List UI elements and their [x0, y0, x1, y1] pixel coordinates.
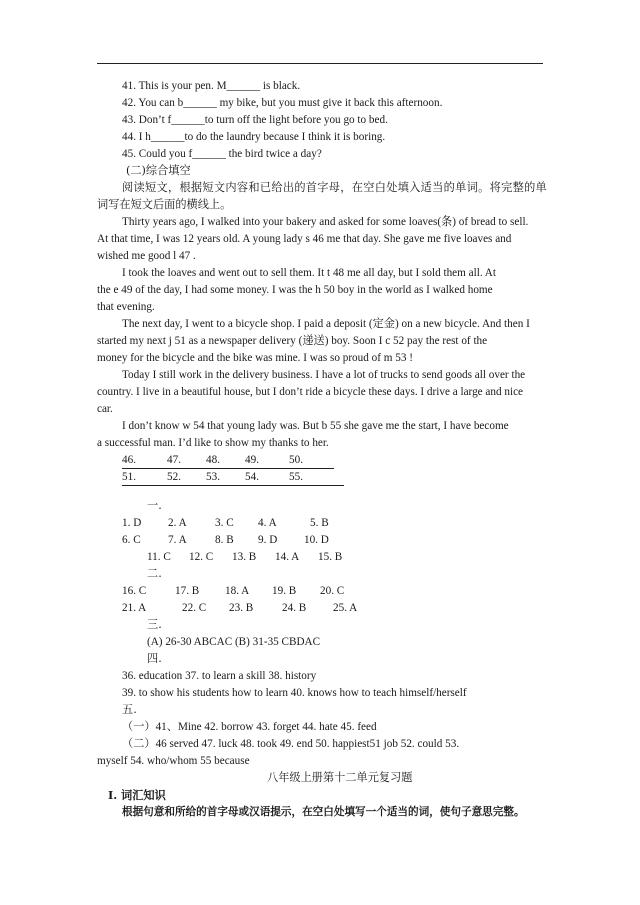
answer-blanks-row-2 [122, 470, 344, 486]
cloze-instruction-2: 词写在短文后面的横线上。 [97, 198, 232, 211]
answer-line-53: myself 54. who/whom 55 because [97, 755, 250, 767]
answer-item: 9. D [258, 534, 278, 546]
section-heading: I. 词汇知识 [108, 788, 166, 802]
answer-row [122, 601, 372, 615]
answer-item: 22. C [182, 602, 207, 614]
answer-item: 25. A [333, 602, 358, 614]
blank-52: 52. [167, 471, 181, 483]
question-45: 45. Could you f______ the bird twice a day? [122, 148, 322, 160]
passage-line: car. [97, 403, 113, 415]
passage-line: I took the loaves and went out to sell them. It t 48 me all day, but I sold them all. At [122, 267, 496, 279]
cloze-instruction-1: 阅读短文，根据短文内容和已给出的首字母，在空白处填入适当的单词。将完整的单 [122, 181, 548, 194]
blank-48: 48. [206, 454, 220, 466]
blank-50: 50. [289, 454, 303, 466]
answer-item: 5. B [310, 517, 329, 529]
blank-55: 55. [289, 471, 303, 483]
answer-item: 18. A [225, 585, 250, 597]
answer-line-39: 39. to show his students how to learn 40. knows how to teach himself/herself [122, 687, 467, 699]
top-rule [97, 63, 543, 64]
cloze-heading: (二)综合填空 [126, 164, 191, 177]
passage-line: started my next j 51 as a newspaper delivery (递送) boy. Soon I c 52 pay the rest of the [97, 335, 488, 347]
unit-title: 八年级上册第十二单元复习题 [267, 771, 413, 784]
answer-row [147, 550, 357, 564]
reading-answers: (A) 26-30 ABCAC (B) 31-35 CBDAC [147, 636, 321, 648]
answer-item: 14. A [275, 551, 300, 563]
answer-section-5-title: 五. [122, 703, 137, 716]
answer-item: 24. B [282, 602, 307, 614]
answer-item: 2. A [168, 517, 187, 529]
answer-item: 13. B [232, 551, 257, 563]
answer-section-3-title: 三. [147, 618, 162, 631]
answer-row [122, 516, 342, 530]
blank-51: 51. [122, 471, 136, 483]
passage-line: Thirty years ago, I walked into your bakery and asked for some loaves(条) of bread to sell. [122, 216, 529, 228]
question-42: 42. You can b______ my bike, but you must give it back this afternoon. [122, 97, 443, 109]
passage-line: The next day, I went to a bicycle shop. I paid a deposit (定金) on a new bicycle. And then I [122, 318, 530, 330]
answer-row [122, 584, 362, 598]
passage-line: money for the bicycle and the bike was mine. I was so proud of m 53 ! [97, 352, 413, 364]
answer-line-36: 36. education 37. to learn a skill 38. history [122, 670, 317, 682]
answer-item: 7. A [168, 534, 187, 546]
blank-46: 46. [122, 454, 136, 466]
answer-item: 17. B [175, 585, 200, 597]
passage-line: country. I live in a beautiful house, but I don’t ride a bicycle these days. I drive a large and nice [97, 386, 524, 398]
answer-item: 23. B [229, 602, 254, 614]
answer-item: 3. C [215, 517, 234, 529]
passage-line: the e 49 of the day, I had some money. I was the h 50 boy in the world as I walked home [97, 284, 493, 296]
answer-blanks-row-1 [122, 453, 334, 469]
passage-line: that evening. [97, 301, 155, 313]
answer-item: 1. D [122, 517, 142, 529]
passage-line: At that time, I was 12 years old. A young lady s 46 me that day. She gave me five loaves and [97, 233, 512, 245]
answer-section-1-title: 一. [147, 499, 162, 512]
answer-item: 12. C [189, 551, 214, 563]
question-43: 43. Don’t f______to turn off the light before you go to bed. [122, 114, 388, 126]
passage-line: I don’t know w 54 that young lady was. But b 55 she gave me the start, I have become [122, 420, 509, 432]
question-44: 44. I h______to do the laundry because I think it is boring. [122, 131, 386, 143]
blank-53: 53. [206, 471, 220, 483]
answer-line-46: （二）46 served 47. luck 48. took 49. end 50. happiest51 job 52. could 53. [122, 738, 460, 750]
answer-item: 10. D [304, 534, 329, 546]
answer-item: 19. B [272, 585, 297, 597]
passage-line: a successful man. I’d like to show my thanks to her. [97, 437, 329, 449]
answer-item: 4. A [258, 517, 277, 529]
answer-item: 20. C [320, 585, 345, 597]
blank-54: 54. [245, 471, 259, 483]
answer-item: 11. C [147, 551, 171, 563]
passage-line: Today I still work in the delivery business. I have a lot of trucks to send goods all over the [122, 369, 526, 381]
answer-item: 15. B [318, 551, 343, 563]
blank-49: 49. [245, 454, 259, 466]
question-41: 41. This is your pen. M______ is black. [122, 80, 301, 92]
answer-line-41: （一）41、Mine 42. borrow 43. forget 44. hate 45. feed [122, 721, 377, 733]
blank-47: 47. [167, 454, 181, 466]
answer-item: 16. C [122, 585, 147, 597]
section-instruction: 根据句意和所给的首字母或汉语提示，在空白处填写一个适当的词，使句子意思完整。 [122, 806, 525, 818]
answer-item: 8. B [215, 534, 234, 546]
answer-section-2-title: 二. [147, 567, 162, 580]
answer-row [122, 533, 342, 547]
answer-item: 21. A [122, 602, 147, 614]
answer-item: 6. C [122, 534, 141, 546]
answer-section-4-title: 四. [147, 652, 162, 665]
passage-line: wished me good l 47 . [97, 250, 196, 262]
